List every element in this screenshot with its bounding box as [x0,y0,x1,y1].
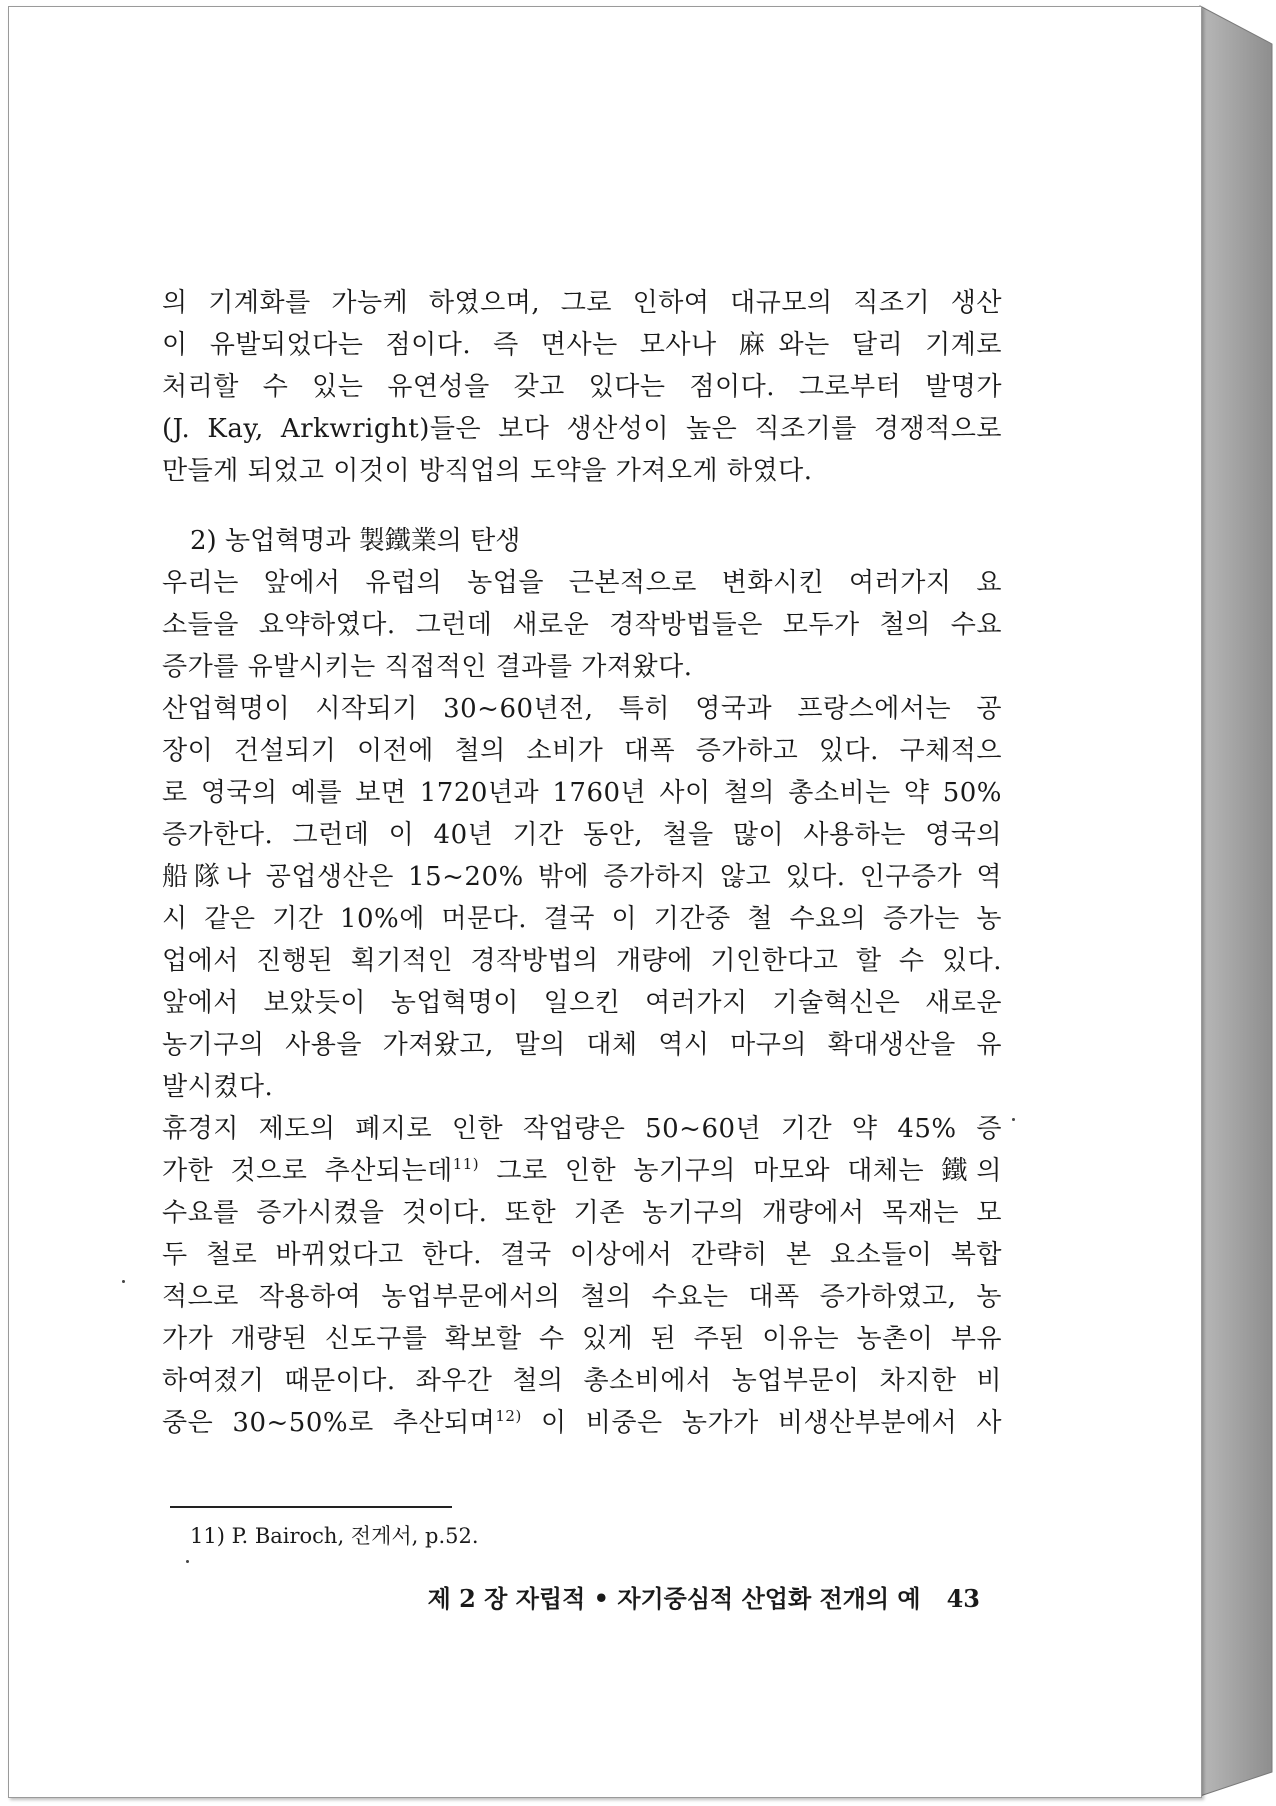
scan-speck [1012,1118,1015,1121]
footnote-separator [170,1506,452,1508]
text-line: 발시켰다. [162,1072,274,1102]
text-run: 중은 30~50%로 추산되며 [162,1408,496,1438]
scan-speck [186,1560,189,1563]
text-line: 이 유발되었다는 점이다. 즉 면사는 모사나 麻와는 달리 기계로 [162,330,1002,360]
text-line: 농기구의 사용을 가져왔고, 말의 대체 역시 마구의 확대생산을 유 [162,1030,1002,1060]
text-line: 업에서 진행된 획기적인 경작방법의 개량에 기인한다고 할 수 있다. [162,946,1002,976]
text-line: 시 같은 기간 10%에 머문다. 결국 이 기간중 철 수요의 증가는 농 [162,904,1002,934]
text-line: 앞에서 보았듯이 농업혁명이 일으킨 여러가지 기술혁신은 새로운 [162,988,1002,1018]
text-line: 산업혁명이 시작되기 30~60년전, 특히 영국과 프랑스에서는 공 [162,694,1002,724]
body-text [162,282,1002,1444]
text-line: 船隊나 공업생산은 15~20% 밖에 증가하지 않고 있다. 인구증가 역 [162,862,1002,892]
text-line: 하여졌기 때문이다. 좌우간 철의 총소비에서 농업부문이 차지한 비 [162,1366,1002,1396]
text-line: 가가 개량된 신도구를 확보할 수 있게 된 주된 이유는 농촌이 부유 [162,1324,1002,1354]
text-line: 처리할 수 있는 유연성을 갖고 있다는 점이다. 그로부터 발명가 [162,372,1002,402]
text-line-with-footnote-ref [162,1402,1002,1444]
text-line: 휴경지 제도의 폐지로 인한 작업량은 50~60년 기간 약 45% 증 [162,1114,1002,1144]
text-run: 이 비중은 농가가 비생산부분에서 사 [521,1408,1002,1438]
text-line: (J. Kay, Arkwright)들은 보다 생산성이 높은 직조기를 경쟁적으로 [162,414,1002,444]
text-run: 그로 인한 농기구의 마모와 대체는 鐵의 [479,1156,1002,1186]
text-line: 우리는 앞에서 유럽의 농업을 근본적으로 변화시킨 여러가지 요 [162,568,1002,598]
text-line: 장이 건설되기 이전에 철의 소비가 대폭 증가하고 있다. 구체적으 [162,736,1002,766]
chapter-title: 제 2 장 자립적 • 자기중심적 산업화 전개의 예 [427,1584,921,1613]
section-spacer [162,492,1002,520]
section-heading: 2) 농업혁명과 製鐵業의 탄생 [190,526,521,556]
footnote-ref: 11) [452,1155,480,1173]
running-footer [420,1582,980,1616]
footnote: 11) P. Bairoch, 전게서, p.52. [190,1524,479,1548]
text-line: 두 철로 바뀌었다고 한다. 결국 이상에서 간략히 본 요소들이 복합 [162,1240,1002,1270]
text-line: 증가를 유발시키는 직접적인 결과를 가져왔다. [162,652,693,682]
page-number: 43 [946,1584,980,1613]
text-line: 수요를 증가시켰을 것이다. 또한 기존 농기구의 개량에서 목재는 모 [162,1198,1002,1228]
scan-speck [122,1280,125,1283]
text-line: 증가한다. 그런데 이 40년 기간 동안, 철을 많이 사용하는 영국의 [162,820,1002,850]
text-line: 적으로 작용하여 농업부문에서의 철의 수요는 대폭 증가하였고, 농 [162,1282,1002,1312]
text-run: 가한 것으로 추산되는데 [162,1156,453,1186]
text-line-with-footnote-ref [162,1150,1002,1192]
text-line: 만들게 되었고 이것이 방직업의 도약을 가져오게 하였다. [162,456,813,486]
text-line: 의 기계화를 가능케 하였으며, 그로 인하여 대규모의 직조기 생산 [162,288,1002,318]
footnote-ref: 12) [495,1407,522,1425]
text-line: 소들을 요약하였다. 그런데 새로운 경작방법들은 모두가 철의 수요 [162,610,1002,640]
text-line: 로 영국의 예를 보면 1720년과 1760년 사이 철의 총소비는 약 50% [162,778,1002,808]
